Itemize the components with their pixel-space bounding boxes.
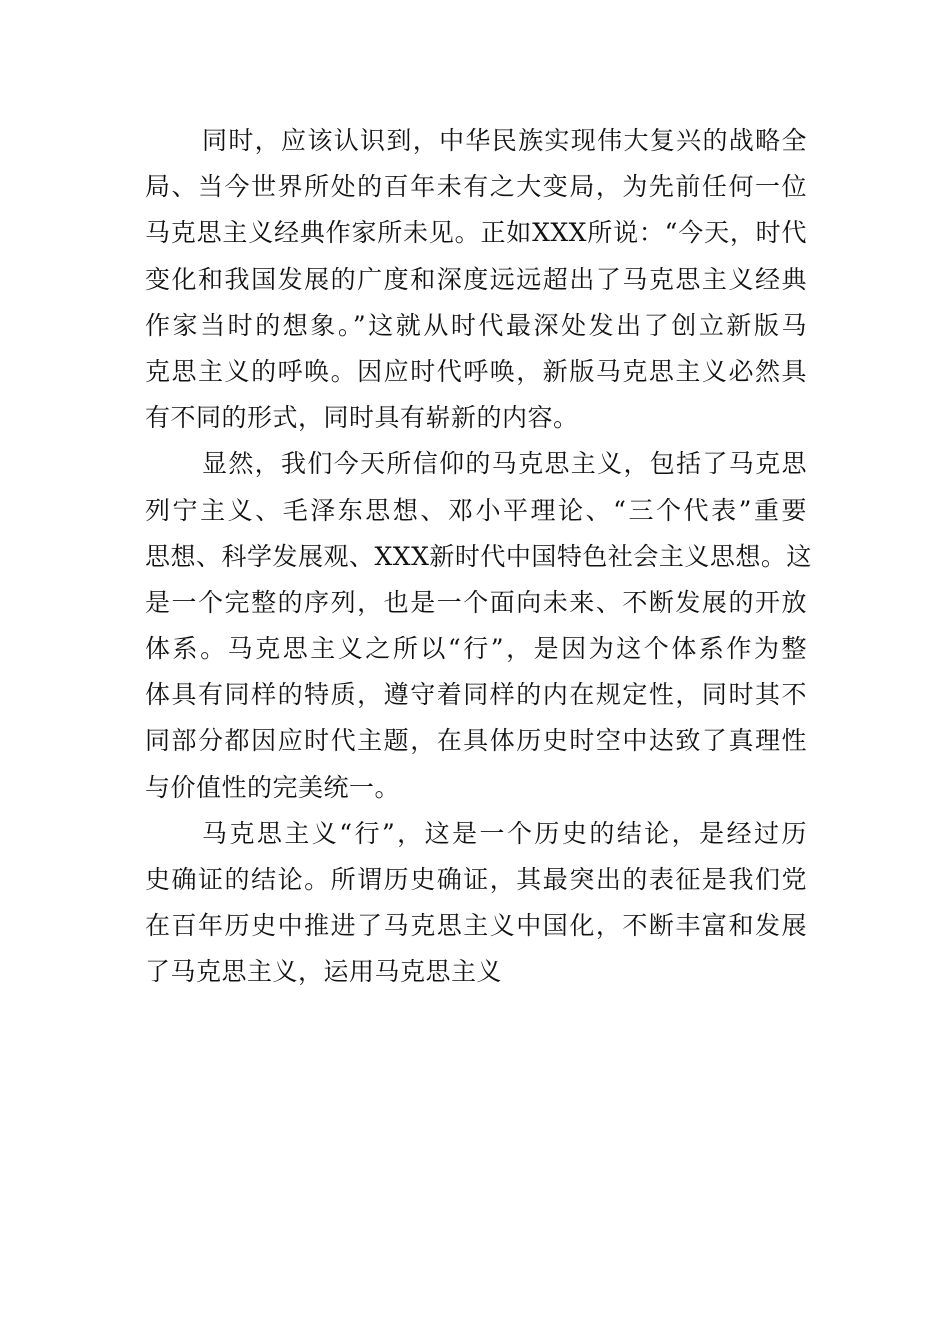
text-line: 克思主义的呼唤。因应时代呼唤，新版马克思主义必然具 [145, 356, 807, 386]
text-line: 显然，我们今天所信仰的马克思主义，包括了马克思 [202, 449, 807, 479]
text-line: 列宁主义、毛泽东思想、邓小平理论、“三个代表”重要 [145, 495, 807, 525]
text-line: 体系。马克思主义之所以“行”，是因为这个体系作为整 [145, 634, 807, 664]
text-line: 变化和我国发展的广度和深度远远超出了马克思主义经典 [145, 264, 807, 294]
text-line: 作家当时的想象。”这就从时代最深处发出了创立新版马 [145, 310, 807, 340]
text-line: 史确证的结论。所谓历史确证，其最突出的表征是我们党 [145, 865, 807, 894]
text-line: 是一个完整的序列，也是一个面向未来、不断发展的开放 [145, 587, 807, 617]
document-body [145, 118, 812, 996]
text-line: 马克思主义“行”，这是一个历史的结论，是经过历 [202, 818, 807, 848]
text-line: 在百年历史中推进了马克思主义中国化，不断丰富和发展 [145, 911, 807, 941]
text-line: 同时，应该认识到，中华民族实现伟大复兴的战略全 [202, 126, 807, 155]
paragraph-3 [145, 811, 807, 996]
text-line: 局、当今世界所处的百年未有之大变局，为先前任何一位 [145, 172, 807, 202]
paragraph-1 [145, 118, 807, 441]
text-line: 有不同的形式，同时具有崭新的内容。 [145, 403, 579, 433]
text-line: 了马克思主义，运用马克思主义 [145, 957, 503, 987]
text-line: 马克思主义经典作家所未见。正如XXX所说：“今天，时代 [145, 218, 807, 248]
text-line: 同部分都因应时代主题，在具体历史时空中达致了真理性 [145, 726, 807, 756]
text-line: 与价值性的完美统一。 [145, 772, 401, 802]
paragraph-2 [145, 441, 812, 811]
text-line: 体具有同样的特质，遵守着同样的内在规定性，同时其不 [145, 680, 807, 710]
text-line: 思想、科学发展观、XXX新时代中国特色社会主义思想。这 [145, 541, 812, 571]
